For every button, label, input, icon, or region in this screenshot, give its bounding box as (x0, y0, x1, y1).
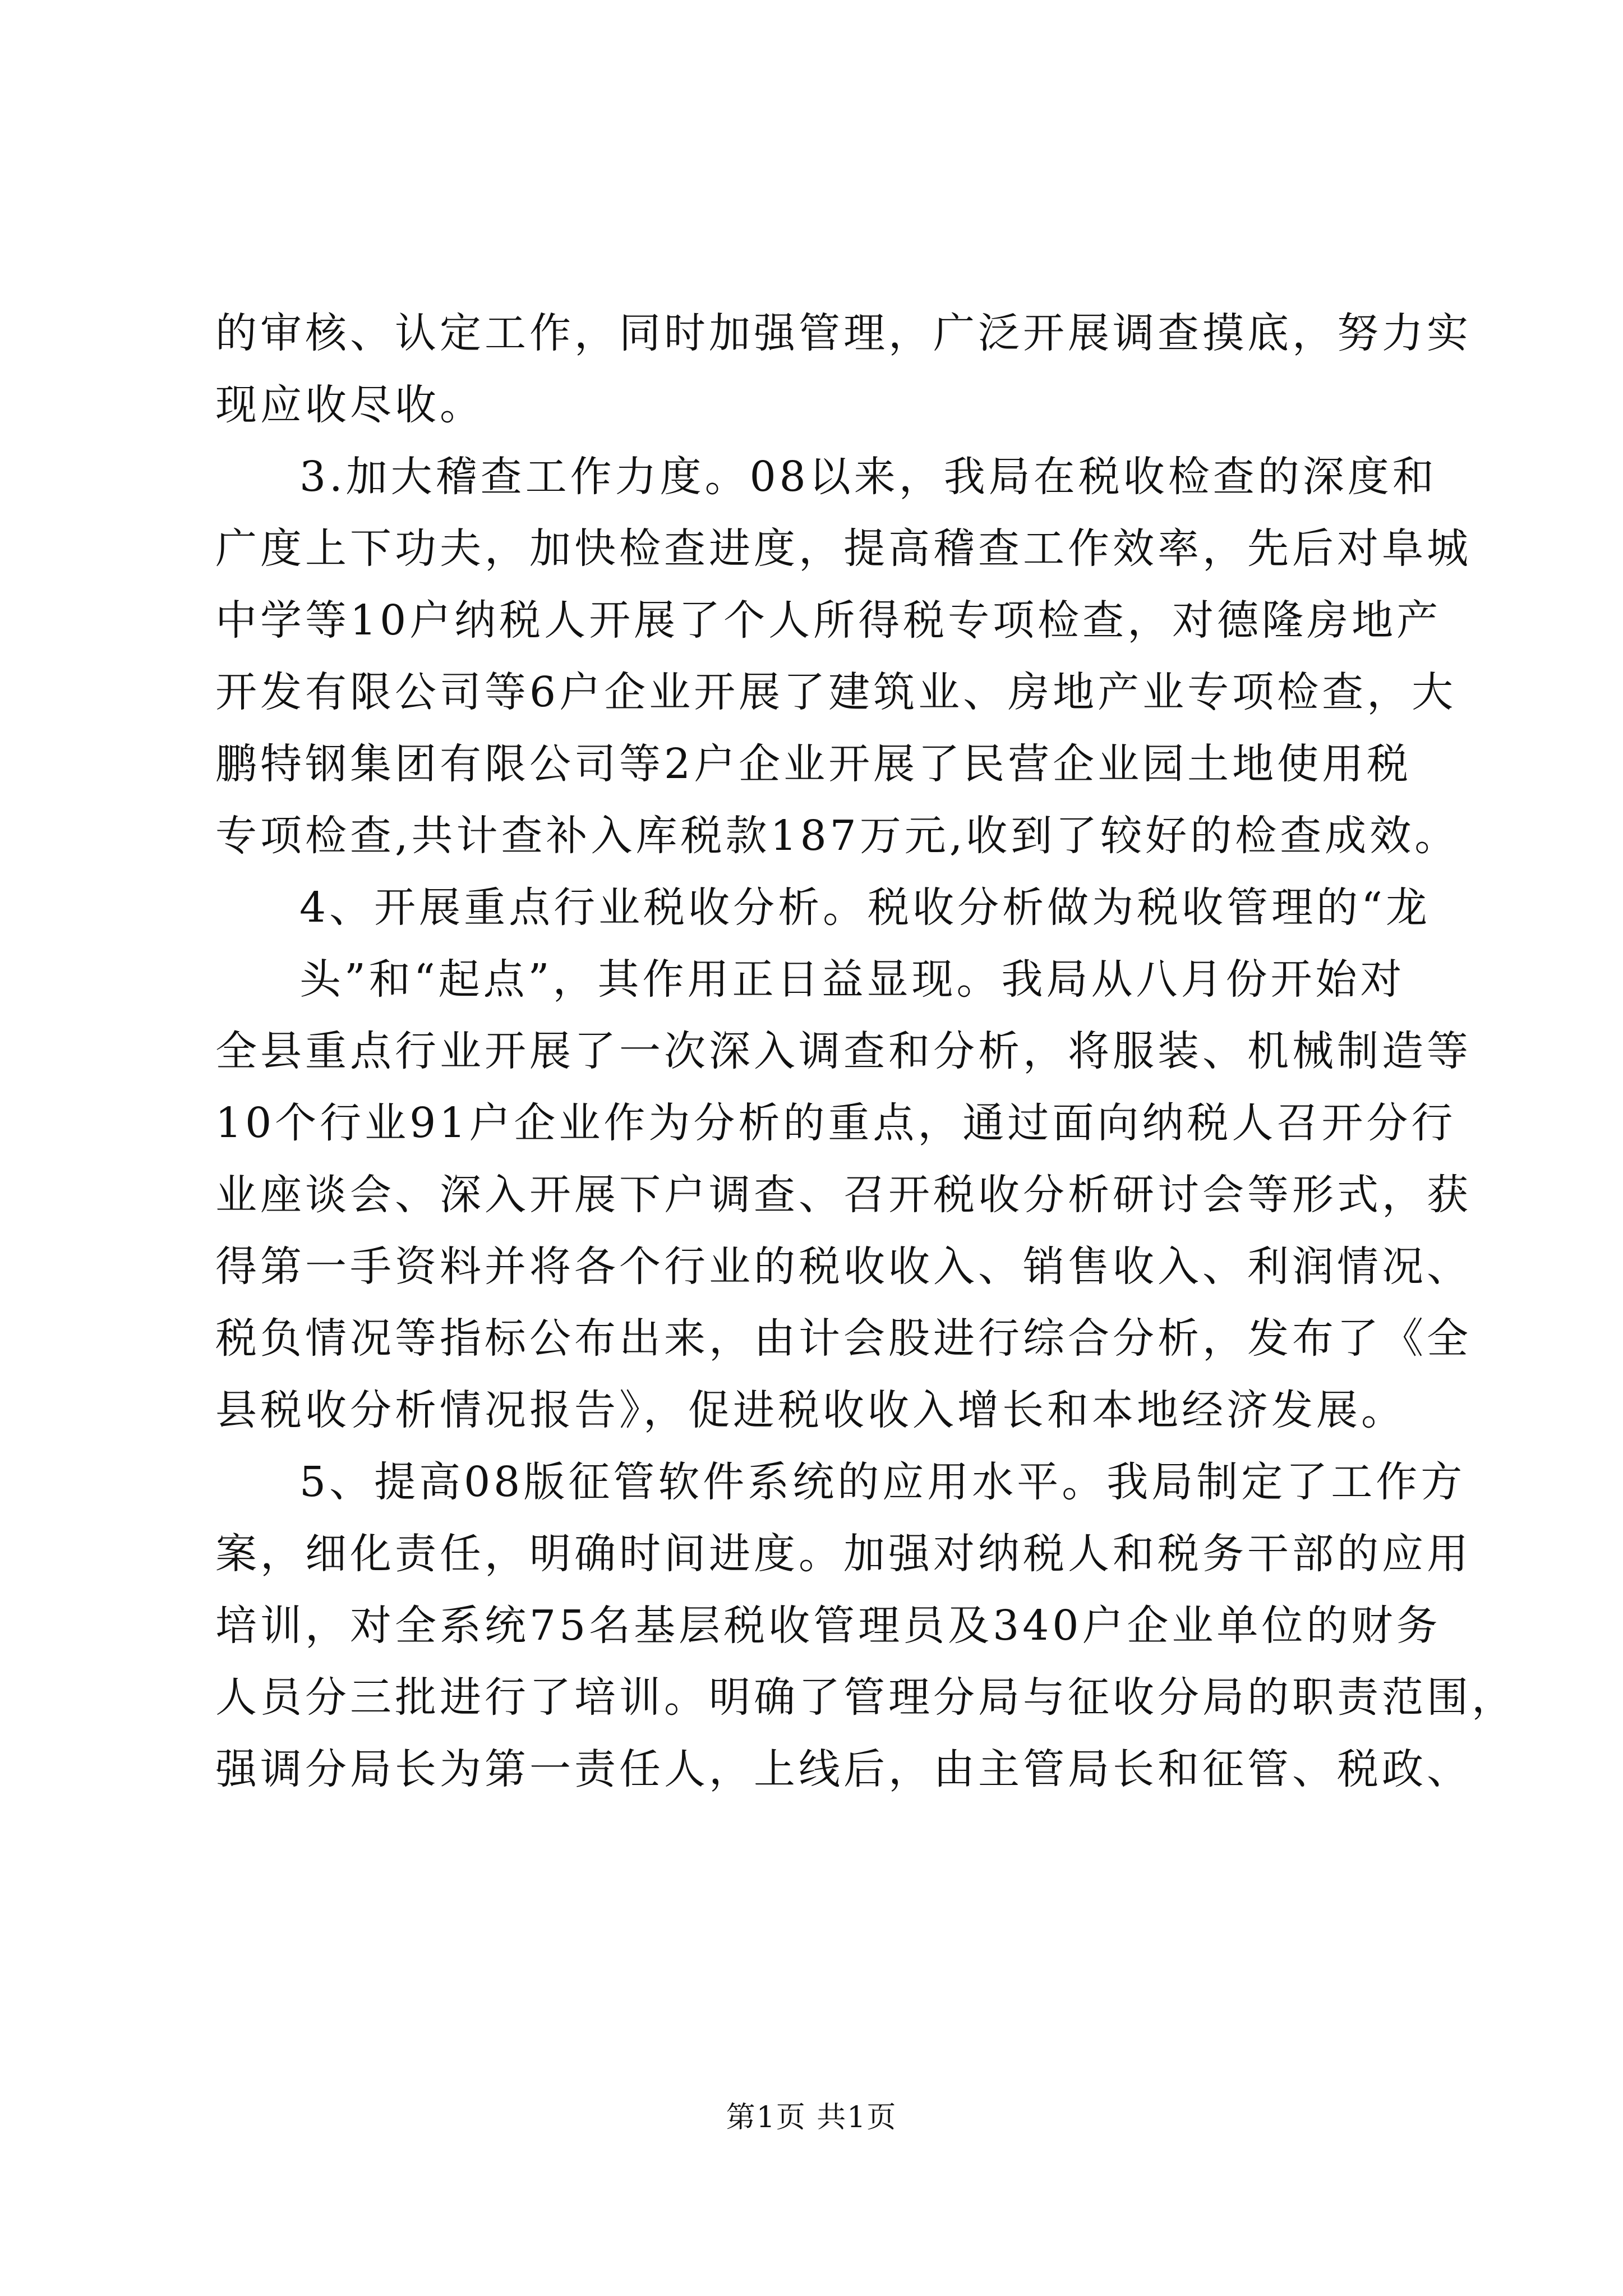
text-line: 人员分三批进行了培训。明确了管理分局与征收分局的职责范围， (215, 1673, 1516, 1722)
text-line: 业座谈会、深入开展下户调查、召开税收分析研讨会等形式，获 (215, 1171, 1472, 1219)
text-line: 鹏特钢集团有限公司等2户企业开展了民营企业园土地使用税 (215, 740, 1412, 788)
text-line: 得第一手资料并将各个行业的税收收入、销售收入、利润情况、 (215, 1243, 1472, 1291)
text-line: 10个行业91户企业作为分析的重点，通过面向纳税人召开分行 (215, 1099, 1456, 1147)
text-line: 案，细化责任，明确时间进度。加强对纳税人和税务干部的应用 (215, 1530, 1472, 1578)
paragraph-4-start: 4、开展重点行业税收分析。税收分析做为税收管理的“龙 (299, 884, 1431, 932)
text-line: 现应收尽收。 (215, 381, 485, 429)
page-footer: 第1页 共1页 (726, 2101, 897, 2134)
body-text (215, 297, 1516, 1805)
text-line: 头”和“起点”，其作用正日益显现。我局从八月份开始对 (299, 955, 1405, 1004)
text-line: 培训，对全系统75名基层税收管理员及340户企业单位的财务 (215, 1602, 1441, 1650)
text-line: 广度上下功夫，加快检查进度，提高稽查工作效率，先后对阜城 (215, 524, 1472, 573)
text-line: 开发有限公司等6户企业开展了建筑业、房地产业专项检查，大 (215, 668, 1457, 716)
text-line: 税负情况等指标公布出来，由计会股进行综合分析，发布了《全 (215, 1314, 1472, 1363)
text-line: 专项检查,共计查补入库税款187万元,收到了较好的检查成效。 (215, 812, 1460, 860)
text-line: 的审核、认定工作，同时加强管理，广泛开展调查摸底，努力实 (215, 309, 1472, 357)
text-line: 全县重点行业开展了一次深入调查和分析，将服装、机械制造等 (215, 1027, 1472, 1075)
paragraph-5-start: 5、提高08版征管软件系统的应用水平。我局制定了工作方 (299, 1458, 1466, 1506)
text-line: 中学等10户纳税人开展了个人所得税专项检查，对德隆房地产 (215, 596, 1442, 645)
text-line: 县税收分析情况报告》，促进税收收入增长和本地经济发展。 (215, 1386, 1406, 1434)
paragraph-3-start: 3.加大稽查工作力度。08以来，我局在税收检查的深度和 (299, 453, 1437, 501)
text-line: 强调分局长为第一责任人，上线后，由主管局长和征管、税政、 (215, 1745, 1472, 1793)
